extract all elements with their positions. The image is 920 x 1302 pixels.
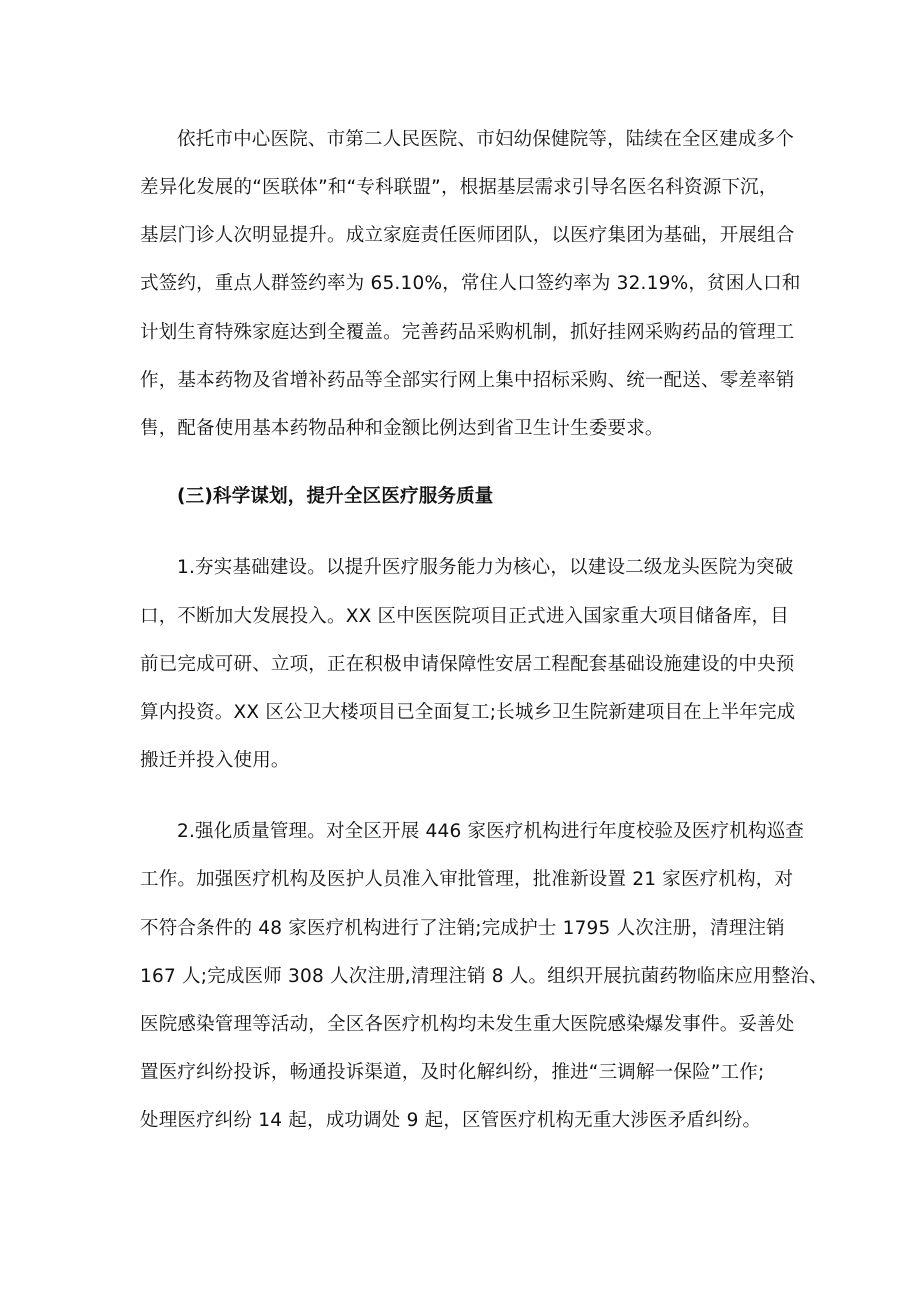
paragraph-2-line: 搬迁并投入使用。: [140, 750, 290, 771]
paragraph-3-line: 167 人;完成医师 308 人次注册,清理注销 8 人。组织开展抗菌药物临床应用整治、: [140, 966, 828, 987]
paragraph-2-line: 口，不断加大发展投入。XX 区中医医院项目正式进入国家重大项目储备库，目: [140, 606, 789, 627]
paragraph-2-line: 1.夯实基础建设。以提升医疗服务能力为核心，以建设二级龙头医院为突破: [177, 557, 794, 578]
paragraph-1-line: 售，配备使用基本药物品种和金额比例达到省卫生计生委要求。: [140, 418, 664, 439]
paragraph-1-line: 依托市中心医院、市第二人民医院、市妇幼保健院等，陆续在全区建成多个: [177, 129, 795, 150]
paragraph-3-line: 处理医疗纠纷 14 起，成功调处 9 起，区管医疗机构无重大涉医矛盾纠纷。: [140, 1110, 762, 1131]
paragraph-1-line: 作，基本药物及省增补药品等全部实行网上集中招标采购、统一配送、零差率销: [140, 370, 795, 391]
section-heading: (三)科学谋划，提升全区医疗服务质量: [177, 486, 494, 507]
paragraph-2-line: 前已完成可研、立项，正在积极申请保障性安居工程配套基础设施建设的中央预: [140, 654, 795, 675]
paragraph-1-line: 计划生育特殊家庭达到全覆盖。完善药品采购机制，抓好挂网采购药品的管理工: [140, 322, 795, 343]
paragraph-1-line: 差异化发展的“医联体”和“专科联盟”，根据基层需求引导名医名科资源下沉，: [140, 177, 778, 198]
paragraph-2-line: 算内投资。XX 区公卫大楼项目已全面复工;长城乡卫生院新建项目在上半年完成: [140, 702, 796, 723]
paragraph-3-line: 不符合条件的 48 家医疗机构进行了注销;完成护士 1795 人次注册，清理注销: [140, 918, 785, 939]
paragraph-1-line: 式签约，重点人群签约率为 65.10%，常住人口签约率为 32.19%，贫困人口和: [140, 273, 801, 294]
paragraph-3-line: 2.强化质量管理。对全区开展 446 家医疗机构进行年度校验及医疗机构巡查: [177, 821, 805, 842]
paragraph-3-line: 置医疗纠纷投诉，畅通投诉渠道，及时化解纠纷，推进“三调解一保险”工作;: [140, 1062, 765, 1083]
paragraph-3-line: 医院感染管理等活动，全区各医疗机构均未发生重大医院感染爆发事件。妥善处: [140, 1014, 795, 1035]
paragraph-1-line: 基层门诊人次明显提升。成立家庭责任医师团队，以医疗集团为基础，开展组合: [140, 225, 795, 246]
paragraph-3-line: 工作。加强医疗机构及医护人员准入审批管理，批准新设置 21 家医疗机构，对: [140, 869, 794, 890]
